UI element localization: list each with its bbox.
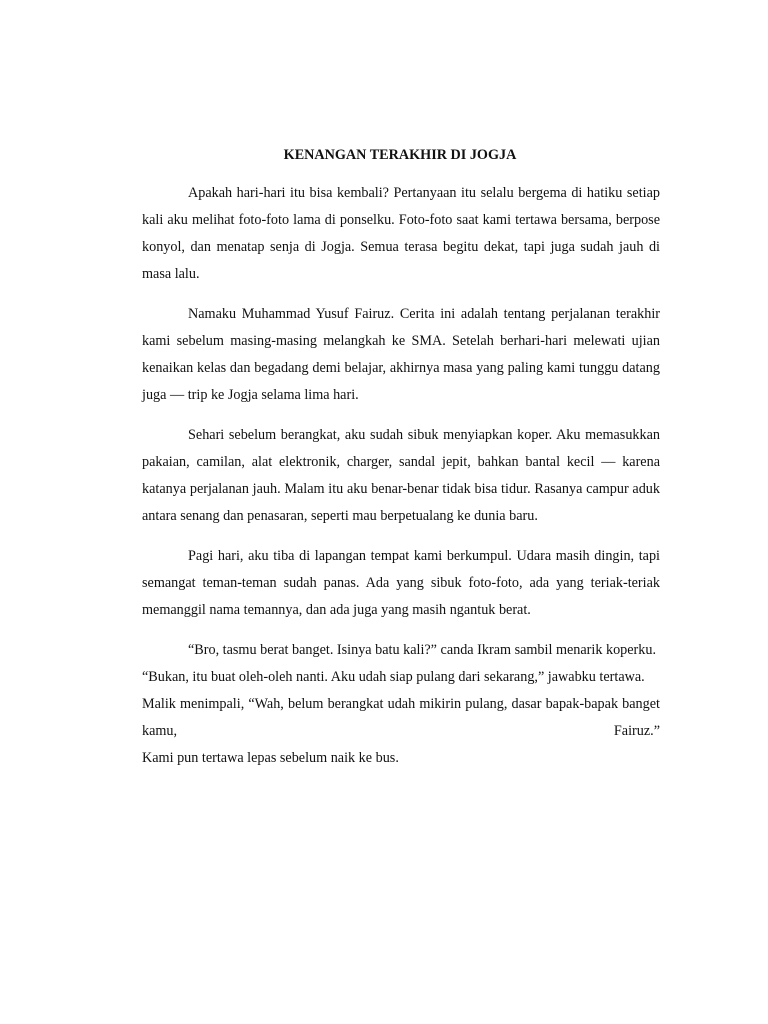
document-body [142, 180, 660, 772]
paragraph-3: Sehari sebelum berangkat, aku sudah sibuk menyiapkan koper. Aku memasukkan pakaian, camilan, alat elektronik, charger, sandal jepit, bahkan bantal kecil — karena katanya perjalanan jauh. Malam itu aku benar-benar tidak bisa tidur. Rasanya campur aduk antara senang dan penasaran, seperti mau berpetualang ke dunia baru. [142, 427, 660, 524]
document-title: KENANGAN TERAKHIR DI JOGJA [283, 147, 517, 163]
dialogue-line-4: Kami pun tertawa lepas sebelum naik ke bus. [142, 750, 399, 766]
paragraph-2: Namaku Muhammad Yusuf Fairuz. Cerita ini adalah tentang perjalanan terakhir kami sebelum masing-masing melangkah ke SMA. Setelah berhari-hari melewati ujian kenaikan kelas dan begadang demi belajar, akhirnya masa yang paling kami tunggu datang juga — trip ke Jogja selama lima hari. [142, 306, 660, 403]
dialogue-line-2: “Bukan, itu buat oleh-oleh nanti. Aku udah siap pulang dari sekarang,” jawabku tertawa. [142, 669, 645, 685]
paragraph-4: Pagi hari, aku tiba di lapangan tempat kami berkumpul. Udara masih dingin, tapi semangat teman-teman sudah panas. Ada yang sibuk foto-foto, ada yang teriak-teriak memanggil nama temannya, dan ada juga yang masih ngantuk berat. [142, 548, 660, 618]
dialogue-block [142, 637, 660, 772]
dialogue-line-3: Malik menimpali, “Wah, belum berangkat udah mikirin pulang, dasar bapak-bapak banget kamu, Fairuz.” [142, 696, 660, 739]
dialogue-line-1: “Bro, tasmu berat banget. Isinya batu kali?” canda Ikram sambil menarik koperku. [188, 642, 657, 658]
paragraph-1: Apakah hari-hari itu bisa kembali? Pertanyaan itu selalu bergema di hatiku setiap kali aku melihat foto-foto lama di ponselku. Foto-foto saat kami tertawa bersama, berpose konyol, dan menatap senja di Jogja. Semua terasa begitu dekat, tapi juga sudah jauh di masa lalu. [142, 185, 660, 282]
